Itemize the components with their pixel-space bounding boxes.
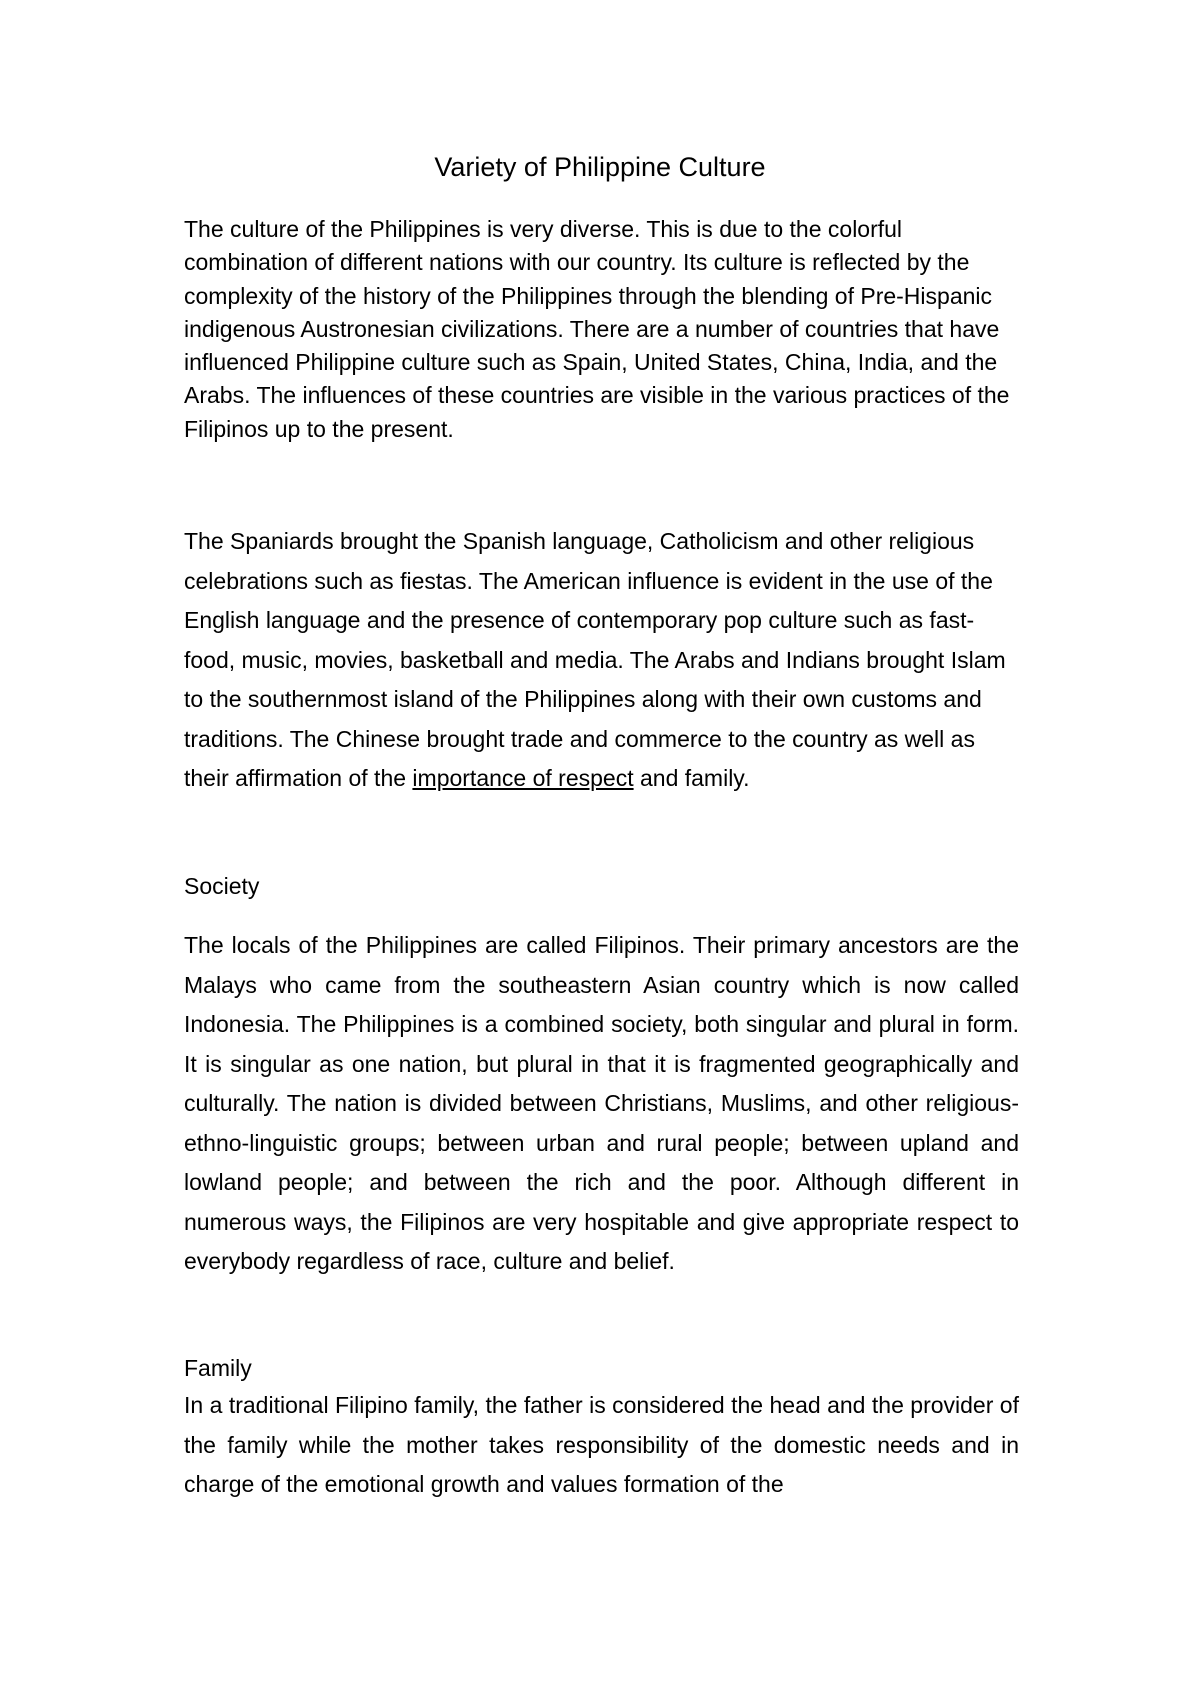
intro-paragraph: The culture of the Philippines is very diverse. This is due to the colorful combination of different nations with our country. Its culture is reflected by the complexity of the history of the Philippines through the blending of Pre-Hispanic indigenous Austronesian civilizations. There are a number of countries that have influenced Philippine culture such as Spain, United States, China, India, and the Arabs. The influences of these countries are visible in the various practices of the Filipinos up to the present. [184, 216, 1010, 442]
influences-paragraph [184, 522, 1019, 799]
society-paragraph: The locals of the Philippines are called Filipinos. Their primary ancestors are the Malays who came from the southeastern Asian country which is now called Indonesia. The Philippines is a combined society, both singular and plural in form. It is singular as one nation, but plural in that it is fragmented geographically and culturally. The nation is divided between Christians, Muslims, and other religious-ethno-linguistic groups; between urban and rural people; between upland and lowland people; and between the rich and the poor. Although different in numerous ways, the Filipinos are very hospitable and give appropriate respect to everybody regardless of race, culture and belief. [184, 932, 1019, 1274]
society-heading: Society [184, 873, 260, 899]
document-title: Variety of Philippine Culture [434, 152, 766, 182]
family-paragraph: In a traditional Filipino family, the father is considered the head and the provider of the family while the mother takes responsibility of the domestic needs and in charge of the emotional growth and values formation of the [184, 1392, 1019, 1497]
influences-text: The Spaniards brought the Spanish language, Catholicism and other religious celebrations such as fiestas. The American influence is evident in the use of the English language and the presence of contemporary pop culture such as fast-food, music, movies, basketball and media. The Arabs and Indians brought Islam to the southernmost island of the Philippines along with their own customs and traditions. The Chinese brought trade and commerce to the country as well as their affirmation of the [184, 528, 1006, 791]
family-heading: Family [184, 1355, 252, 1381]
underlined-phrase: importance of respect [412, 765, 634, 791]
influences-text-end: and family. [633, 765, 750, 791]
